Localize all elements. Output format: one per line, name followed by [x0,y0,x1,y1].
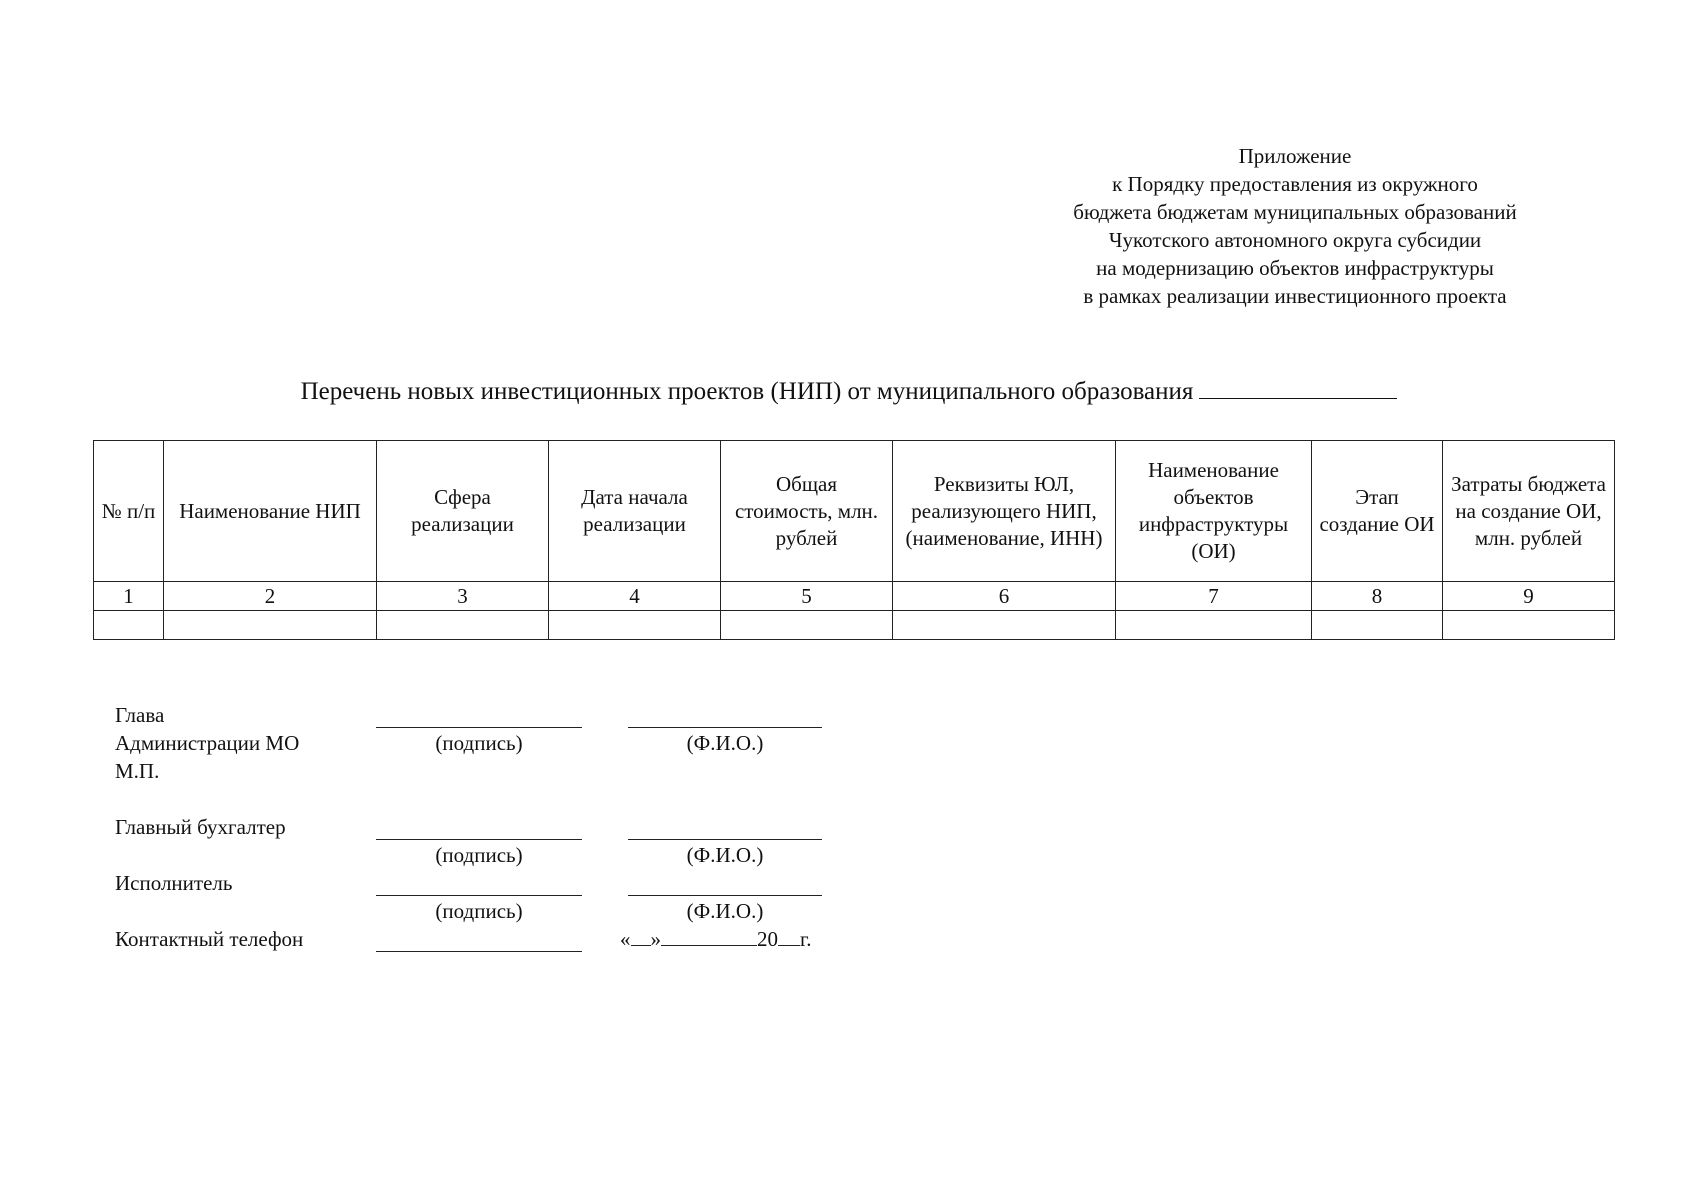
accountant-signature-line[interactable] [376,839,582,840]
date-open-quote: « [620,927,631,951]
header-cell-budget-costs: Затраты бюджета на создание ОИ, млн. рублей [1443,441,1615,582]
header-cell-project-name: Наименование НИП [164,441,377,582]
header-cell-entity-details: Реквизиты ЮЛ, реализующего НИП, (наименование, ИНН) [893,441,1116,582]
column-number-cell: 9 [1443,582,1615,611]
name-hint: (Ф.И.О.) [686,899,764,923]
stamp-label: М.П. [115,759,160,783]
name-hint: (Ф.И.О.) [686,843,764,867]
appendix-line: к Порядку предоставления из окружного [1112,172,1478,196]
header-cell-sphere: Сфера реализации [377,441,549,582]
phone-line[interactable] [376,951,582,952]
column-number-cell: 3 [377,582,549,611]
table-column-numbers-row [94,582,1615,611]
column-number-cell: 2 [164,582,377,611]
appendix-line: бюджета бюджетам муниципальных образований [1073,200,1517,224]
appendix-header [1030,142,1560,310]
date-close-quote: » [650,927,661,951]
column-number-cell: 5 [721,582,893,611]
signature-hint: (подпись) [435,899,523,923]
appendix-line: Чукотского автономного округа субсидии [1108,228,1482,252]
table-cell[interactable] [721,611,893,640]
table-cell[interactable] [164,611,377,640]
table-cell[interactable] [549,611,721,640]
executor-name-line[interactable] [628,895,822,896]
header-cell-start-date: Дата начала реализации [549,441,721,582]
date-year-prefix: 20 [757,927,778,951]
document-title-text: Перечень новых инвестиционных проектов (НИП) от муниципального образования [300,378,1194,405]
column-number-cell: 4 [549,582,721,611]
head-label-line2: Администрации МО [115,731,300,755]
appendix-line: на модернизацию объектов инфраструктуры [1096,256,1494,280]
header-cell-stage: Этап создание ОИ [1312,441,1443,582]
appendix-line: в рамках реализации инвестиционного проекта [1083,284,1507,308]
signature-hint: (подпись) [435,843,523,867]
column-number-cell: 1 [94,582,164,611]
table-cell[interactable] [1312,611,1443,640]
phone-label: Контактный телефон [115,927,304,951]
date-year-blank[interactable] [778,925,800,946]
date-day-blank[interactable] [631,925,651,946]
header-cell-infrastructure-name: Наименование объектов инфраструктуры (ОИ) [1116,441,1312,582]
head-name-line[interactable] [628,727,822,728]
signature-hint: (подпись) [435,731,523,755]
table-row [94,611,1615,640]
table-cell[interactable] [1443,611,1615,640]
header-cell-total-cost: Общая стоимость, млн. рублей [721,441,893,582]
head-signature-line[interactable] [376,727,582,728]
name-hint: (Ф.И.О.) [686,731,764,755]
document-title [0,376,1698,408]
table-cell[interactable] [1116,611,1312,640]
accountant-name-line[interactable] [628,839,822,840]
table-cell[interactable] [94,611,164,640]
table-cell[interactable] [893,611,1116,640]
header-cell-number: № п/п [94,441,164,582]
appendix-line: Приложение [1238,144,1352,168]
date-suffix: г. [800,927,812,951]
executor-signature-line[interactable] [376,895,582,896]
column-number-cell: 8 [1312,582,1443,611]
executor-label: Исполнитель [115,871,233,895]
column-number-cell: 6 [893,582,1116,611]
projects-table [93,440,1615,640]
accountant-label: Главный бухгалтер [115,815,286,839]
date-month-blank[interactable] [661,925,757,946]
date-field[interactable] [620,925,812,953]
head-label-line1: Глава [115,703,165,727]
column-number-cell: 7 [1116,582,1312,611]
table-cell[interactable] [377,611,549,640]
municipality-blank-field[interactable] [1199,376,1397,399]
table-header-row [94,441,1615,582]
